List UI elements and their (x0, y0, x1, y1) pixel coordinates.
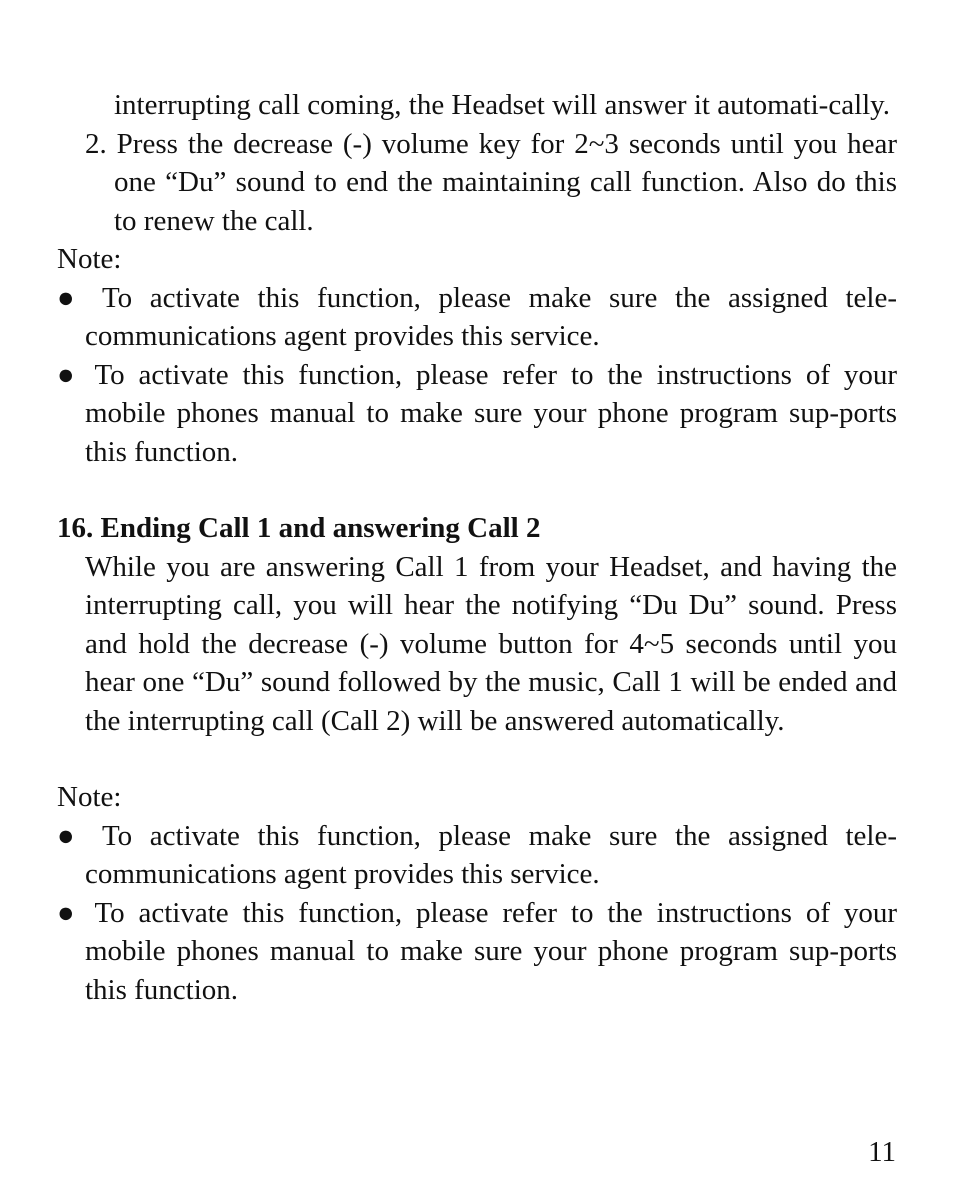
note-bullet: ● To activate this function, please refer to the instructions of your mobile phones manual to make sure your phone program sup-ports this function. (57, 896, 897, 1006)
note-bullet: ● To activate this function, please make sure the assigned tele-communications agent provides this service. (57, 281, 897, 352)
section-body-text: While you are answering Call 1 from your Headset, and having the interrupting call, you will hear the notifying “Du Du” sound. Press and hold the decrease (-) volume button for 4~5 seconds until you hear one “Du” sound followed by the music, Call 1 will be ended and the interrupting call (Call 2) will be answered automatically. (85, 550, 897, 737)
continuation-text: interrupting call coming, the Headset will answer it automati-cally. (114, 89, 891, 121)
manual-page (57, 86, 897, 1009)
spacer (57, 740, 897, 778)
note-label: Note: (57, 243, 122, 275)
step-2-text: 2. Press the decrease (-) volume key for 2~3 seconds until you hear one “Du” sound to end the maintaining call function. Also do this to renew the call. (85, 127, 897, 237)
note-bullet: ● To activate this function, please refer to the instructions of your mobile phones manual to make sure your phone program sup-ports this function. (57, 358, 897, 468)
section-heading: 16. Ending Call 1 and answering Call 2 (57, 512, 541, 544)
step-2 (57, 125, 897, 241)
note-label: Note: (57, 781, 122, 813)
note-bullet: ● To activate this function, please make sure the assigned tele-communications agent provides this service. (57, 819, 897, 890)
page-number: 11 (868, 1136, 896, 1168)
section-body (57, 548, 897, 741)
